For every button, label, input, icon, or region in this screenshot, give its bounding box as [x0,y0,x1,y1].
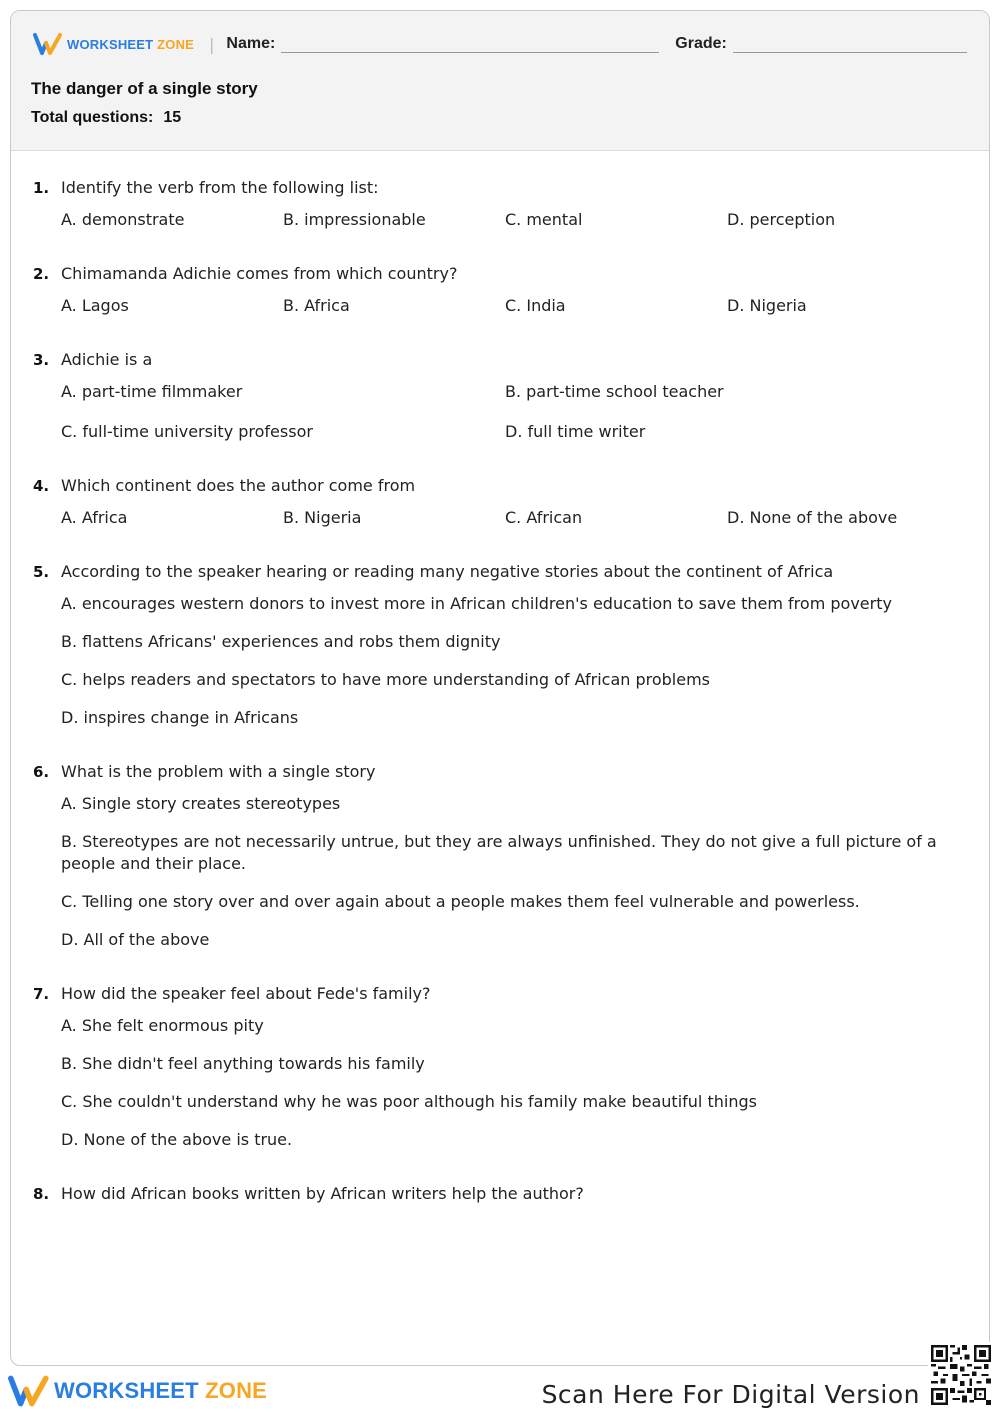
answer-option-c[interactable]: C. mental [505,210,583,229]
question-number: 1. [33,179,50,197]
brand-logo [33,32,203,56]
question-text: Identify the verb from the following list: [61,178,379,197]
question-number: 7. [33,985,50,1003]
answer-option-d[interactable]: D. None of the above [727,508,898,527]
answer-options [61,593,949,729]
page-footer [0,1368,1000,1414]
answer-options [61,1015,949,1151]
brand-separator: | [209,34,215,54]
total-questions-label: Total questions: [31,109,154,126]
question-number: 4. [33,477,50,495]
question-text: Chimamanda Adichie comes from which country? [61,264,458,283]
worksheet-sheet [10,10,990,1366]
question-5 [33,561,949,729]
answer-option-b[interactable]: B. Stereotypes are not necessarily untrue, but they are always unfinished. They do not give a full picture of a people and their place. [61,832,937,873]
worksheet-header [11,11,989,151]
answer-option-c[interactable]: C. She couldn't understand why he was poor although his family make beautiful things [61,1092,757,1111]
question-2 [33,263,949,317]
grade-label: Grade: [675,35,727,52]
answer-option-b[interactable]: B. Nigeria [283,508,362,527]
question-number: 6. [33,763,50,781]
brand-row [33,31,967,57]
total-questions [31,109,181,127]
answer-options [61,295,949,317]
question-4 [33,475,949,529]
question-text: What is the problem with a single story [61,762,376,781]
answer-option-b[interactable]: B. She didn't feel anything towards his family [61,1054,425,1073]
answer-option-c[interactable]: C. helps readers and spectators to have more understanding of African problems [61,670,711,689]
question-text: How did the speaker feel about Fede's family? [61,984,431,1003]
total-questions-value: 15 [163,109,182,126]
answer-option-c[interactable]: C. African [505,508,583,527]
answer-option-c[interactable]: C. Telling one story over and over again about a people makes them feel vulnerable and powerless. [61,892,860,911]
answer-option-d[interactable]: D. None of the above is true. [61,1130,293,1149]
question-1 [33,177,949,231]
answer-option-b[interactable]: B. flattens Africans' experiences and robs them dignity [61,632,501,651]
scan-for-digital-text: Scan Here For Digital Version [541,1380,920,1409]
qr-code-icon[interactable] [928,1342,994,1408]
brand-name: WORKSHEET ZONE [67,36,195,52]
answer-options [61,793,949,951]
question-6 [33,761,949,951]
answer-option-a[interactable]: A. Lagos [61,296,129,315]
question-text: How did African books written by African writers help the author? [61,1184,584,1203]
question-8 [33,1183,949,1205]
answer-option-a[interactable]: A. demonstrate [61,210,185,229]
answer-option-b[interactable]: B. part-time school teacher [505,382,724,401]
question-number: 3. [33,351,50,369]
answer-option-d[interactable]: D. full time writer [505,422,646,441]
question-number: 2. [33,265,50,283]
answer-option-b[interactable]: B. Africa [283,296,350,315]
answer-option-a[interactable]: A. encourages western donors to invest more in African children's education to save them from poverty [61,594,892,613]
question-3 [33,349,949,443]
answer-option-c[interactable]: C. full-time university professor [61,422,313,441]
answer-option-c[interactable]: C. India [505,296,566,315]
grade-field-line[interactable] [733,39,967,53]
question-text: Which continent does the author come from [61,476,416,495]
answer-options [61,381,949,443]
footer-brand-logo [8,1374,267,1408]
question-text: According to the speaker hearing or reading many negative stories about the continent of Africa [61,562,834,581]
worksheetzone-logo-icon [8,1374,50,1408]
question-number: 5. [33,563,50,581]
question-number: 8. [33,1185,50,1203]
answer-options [61,209,949,231]
question-text: Adichie is a [61,350,153,369]
answer-options [61,507,949,529]
answer-option-b[interactable]: B. impressionable [283,210,426,229]
worksheet-title: The danger of a single story [31,79,258,98]
name-field-line[interactable] [281,39,659,53]
answer-option-d[interactable]: D. perception [727,210,836,229]
answer-option-d[interactable]: D. Nigeria [727,296,807,315]
name-label: Name: [226,35,276,52]
answer-option-a[interactable]: A. Single story creates stereotypes [61,794,341,813]
question-7 [33,983,949,1151]
worksheetzone-logo-icon [33,32,63,56]
answer-option-a[interactable]: A. She felt enormous pity [61,1016,264,1035]
answer-option-d[interactable]: D. inspires change in Africans [61,708,299,727]
question-list [33,177,949,1219]
answer-option-a[interactable]: A. Africa [61,508,128,527]
footer-brand-name: WORKSHEET ZONE [54,1378,268,1403]
answer-option-d[interactable]: D. All of the above [61,930,210,949]
answer-option-a[interactable]: A. part-time filmmaker [61,382,243,401]
